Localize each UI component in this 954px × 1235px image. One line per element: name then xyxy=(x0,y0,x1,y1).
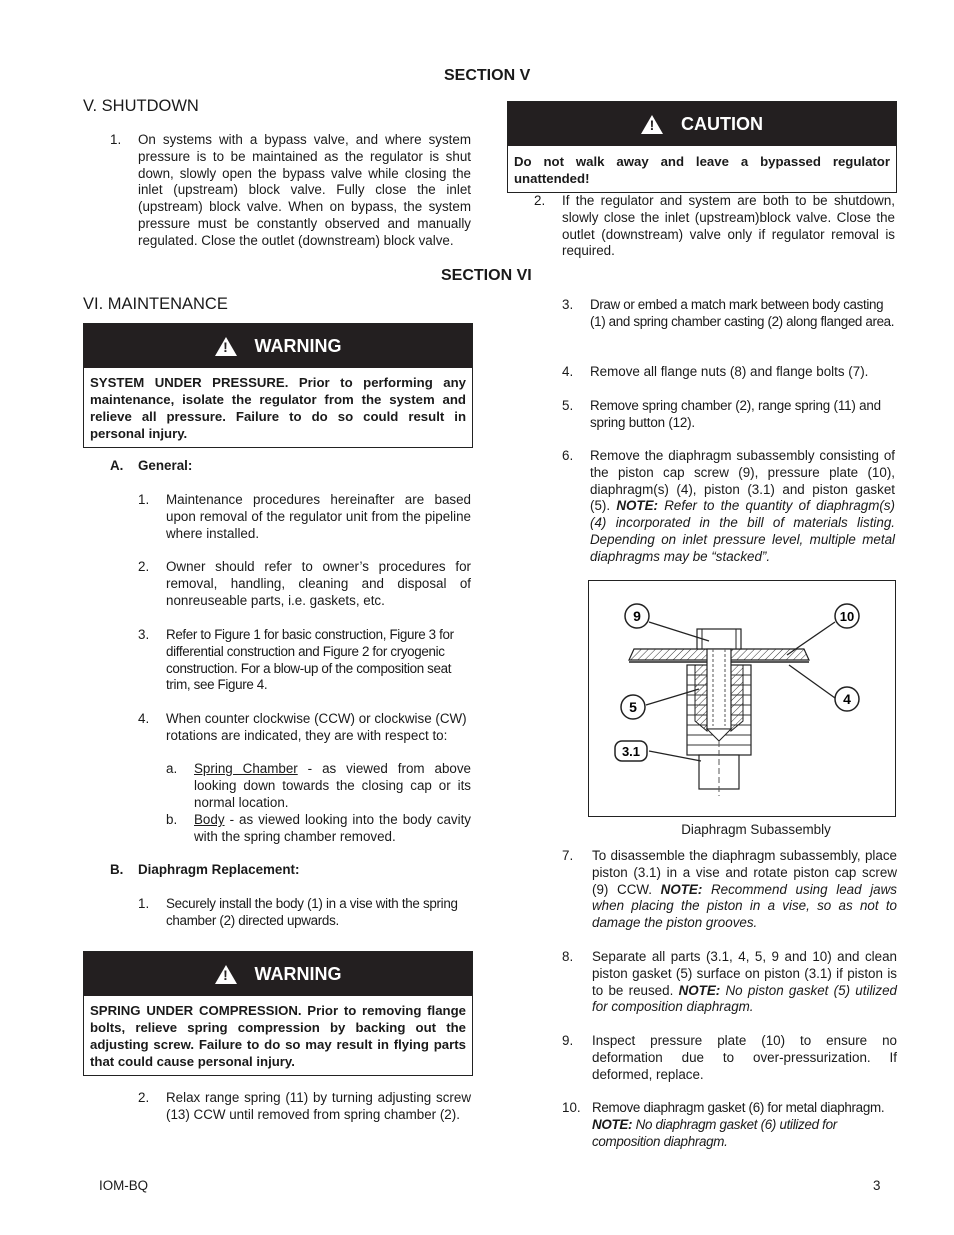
step-number: 8. xyxy=(562,949,574,964)
step-text: Remove the diaphragm subassembly consisting of the piston cap screw (9), pressure plate (10), diaphragm(s) (4), piston (3.1) and piston gasket (5). xyxy=(590,448,895,514)
warning-triangle-icon: ! xyxy=(215,337,237,356)
page-number: 3 xyxy=(873,1178,881,1193)
general-step-2: Owner should refer to owner’s procedures for removal, handling, cleaning and disposal of nonreuseable parts, i.e. gaskets, etc. xyxy=(166,559,471,608)
replacement-step-10 xyxy=(592,1100,897,1150)
subsection-label: A. xyxy=(110,458,124,473)
warning-title: WARNING xyxy=(254,963,342,984)
note-label: NOTE: xyxy=(660,881,703,897)
replacement-step-5: Remove spring chamber (2), range spring (11) and spring button (12). xyxy=(590,398,881,430)
step-number: 6. xyxy=(562,448,574,463)
step-text: Separate all parts (3.1, 4, 5, 9 and 10) and clean piston gasket (5) surface on piston (3.1) if piston is to be reused. xyxy=(592,949,897,998)
warning-text: SYSTEM UNDER PRESSURE. Prior to performing any maintenance, isolate the regulator from the system and relieve all pressure. Failure to do so could result in personal injury. xyxy=(90,375,466,441)
figure-caption: Diaphragm Subassembly xyxy=(681,822,831,837)
caution-box xyxy=(507,101,897,193)
note-text: No diaphragm gasket (6) utilized for composition diaphragm. xyxy=(592,1116,837,1149)
shutdown-heading: V. SHUTDOWN xyxy=(83,97,199,115)
callout-4: 4 xyxy=(843,691,851,707)
step-number: 1. xyxy=(110,132,122,147)
diaphragm-subassembly-drawing xyxy=(589,581,895,816)
general-step-1: Maintenance procedures hereinafter are based upon removal of the regulator unit from the pipeline where installed. xyxy=(166,492,471,541)
callout-10: 10 xyxy=(839,609,855,624)
rotation-spring-chamber xyxy=(194,761,471,811)
general-title: General: xyxy=(138,458,193,473)
warning-triangle-icon: ! xyxy=(215,965,237,984)
piston-gasket-left xyxy=(695,665,707,731)
warning-text: SPRING UNDER COMPRESSION. Prior to removing flange bolts, relieve spring compression by backing out the adjusting screw. Failure to do so may result in flying parts that could cause personal injury. xyxy=(90,1003,466,1069)
footer-doc-id: IOM-BQ xyxy=(99,1178,149,1193)
step-letter: b. xyxy=(166,812,178,827)
step-number: 2. xyxy=(534,193,546,208)
step-number: 4. xyxy=(562,364,574,379)
note-text: No piston gasket (5) utilized for composition diaphragm. xyxy=(592,982,897,1015)
step-text: To disassemble the diaphragm subassembly, place piston (3.1) in a vise and rotate piston cap screw (9) CCW. xyxy=(592,848,897,897)
warning-box-spring xyxy=(83,951,473,1076)
piston-gasket-right xyxy=(731,665,743,731)
term-body: Body xyxy=(194,812,225,827)
caution-text: Do not walk away and leave a bypassed regulator unattended! xyxy=(514,154,890,186)
step-number: 9. xyxy=(562,1033,574,1048)
step-number: 1. xyxy=(138,896,150,911)
shutdown-step-2: If the regulator and system are both to be shutdown, slowly close the inlet (upstream)block valve. Close the outlet (downstream) valve only if regulator removal is required. xyxy=(562,193,895,259)
note-label: NOTE: xyxy=(592,1116,633,1132)
replacement-step-9: Inspect pressure plate (10) to ensure no deformation due to over-pressurization. If deformed, replace. xyxy=(592,1033,897,1082)
replacement-step-4: Remove all flange nuts (8) and flange bolts (7). xyxy=(590,364,869,379)
cap-screw-shank xyxy=(707,649,731,729)
step-number: 5. xyxy=(562,398,574,413)
general-step-4: When counter clockwise (CCW) or clockwise (CW) rotations are indicated, they are with respect to: xyxy=(166,711,467,743)
step-number: 4. xyxy=(138,711,150,726)
replacement-step-8 xyxy=(592,949,897,1016)
diaphragm-replacement-title: Diaphragm Replacement: xyxy=(138,862,300,877)
step-number: 3. xyxy=(138,627,150,642)
note-text: Recommend using lead jaws when placing the piston in a vise, so as not to damage the piston grooves. xyxy=(592,881,897,931)
shutdown-step-1: On systems with a bypass valve, and where system pressure is to be maintained as the regulator is shut down, slowly open the bypass valve while closing the inlet (upstream) block valve. Fully close the inlet (upstream) block valve. When on bypass, the system pressure must be constantly observed and manually regulated. Close the outlet (downstream) block valve. xyxy=(138,132,471,248)
callout-3-1: 3.1 xyxy=(621,744,641,759)
warning-box-pressure xyxy=(83,323,473,448)
callout-5: 5 xyxy=(629,699,637,715)
subsection-label: B. xyxy=(110,862,124,877)
diaphragm-subassembly-figure xyxy=(588,580,896,817)
rotation-body xyxy=(194,812,471,846)
note-label: NOTE: xyxy=(616,498,658,514)
warning-triangle-icon: ! xyxy=(641,115,663,134)
term-description: - as viewed looking into the body cavity with the spring chamber removed. xyxy=(194,812,471,844)
replacement-step-1: Securely install the body (1) in a vise with the spring chamber (2) directed upwards. xyxy=(166,896,458,928)
warning-header xyxy=(84,324,472,368)
note-label: NOTE: xyxy=(678,982,721,998)
step-letter: a. xyxy=(166,761,178,776)
caution-header xyxy=(508,102,896,146)
maintenance-heading: VI. MAINTENANCE xyxy=(83,295,228,313)
step-number: 10. xyxy=(562,1100,581,1115)
section-vi-title: SECTION VI xyxy=(441,267,532,284)
step-number: 3. xyxy=(562,297,574,312)
replacement-step-3: Draw or embed a match mark between body casting (1) and spring chamber casting (2) along flanged area. xyxy=(590,297,895,329)
step-number: 2. xyxy=(138,559,150,574)
replacement-step-6 xyxy=(590,448,895,566)
section-v-title: SECTION V xyxy=(444,67,531,84)
caution-title: CAUTION xyxy=(681,113,763,134)
replacement-step-2: Relax range spring (11) by turning adjusting screw (13) CCW until removed from spring chamber (2). xyxy=(166,1090,471,1122)
callout-9: 9 xyxy=(633,608,641,624)
warning-header xyxy=(84,952,472,996)
warning-title: WARNING xyxy=(254,335,342,356)
note-text: Refer to the quantity of diaphragm(s) (4) incorporated in the bill of materials listing. Depending on inlet pressure level, multiple metal diaphragms may be “stacked”. xyxy=(590,498,895,564)
step-number: 1. xyxy=(138,492,150,507)
general-step-3: Refer to Figure 1 for basic construction, Figure 3 for differential construction and Figure 2 for cryogenic construction. For a blow-up of the composition seat trim, see Figure 4. xyxy=(166,627,454,693)
term-spring-chamber: Spring Chamber xyxy=(194,761,298,776)
step-number: 7. xyxy=(562,848,574,863)
step-text: Remove diaphragm gasket (6) for metal diaphragm. xyxy=(592,1100,885,1115)
term-description: - as viewed from above looking down towards the closing cap or its normal location. xyxy=(194,761,471,810)
replacement-step-7 xyxy=(592,848,897,932)
step-number: 2. xyxy=(138,1090,150,1105)
